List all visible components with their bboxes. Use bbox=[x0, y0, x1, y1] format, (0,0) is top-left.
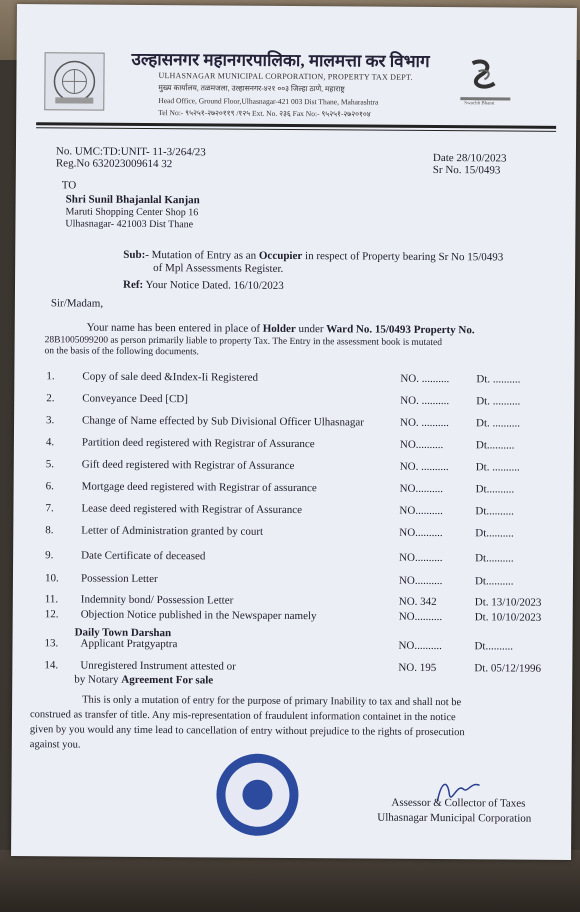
recipient-address-line1: Maruti Shopping Center Shop 16 bbox=[65, 206, 199, 219]
document-date: Dt.......... bbox=[475, 552, 514, 565]
document-date: Dt.......... bbox=[475, 483, 515, 496]
document-number: 12. bbox=[44, 608, 59, 621]
document-number: 1. bbox=[46, 370, 55, 383]
notary-agreement: Agreement For sale bbox=[121, 673, 214, 687]
document-date: Dt. 13/10/2023 bbox=[474, 596, 542, 609]
document-ref-no: NO. .......... bbox=[400, 372, 450, 386]
body-ward: Ward No. 15/0493 bbox=[326, 323, 412, 336]
document-name: Change of Name effected by Sub Divisional Officer Ulhasnagar bbox=[82, 414, 364, 429]
notary-text: by Notary bbox=[74, 673, 119, 686]
document-name: Copy of sale deed &Index-Ii Registered bbox=[82, 370, 259, 384]
document-number: 11. bbox=[44, 593, 59, 606]
right-logo-caption: Swachh Bharat bbox=[464, 101, 495, 107]
document-number: 3. bbox=[46, 414, 55, 427]
document-number: 14. bbox=[44, 659, 59, 672]
document-name: Date Certificate of deceased bbox=[81, 549, 206, 563]
document-number: 4. bbox=[45, 436, 55, 449]
document-number: 6. bbox=[45, 480, 54, 493]
document-date: Dt. 05/12/1996 bbox=[474, 662, 542, 675]
document-name: Mortgage deed registered with Registrar of assurance bbox=[81, 480, 317, 495]
document-date: Dt.......... bbox=[475, 439, 515, 452]
closing-line-3: given by you would any time lead to cancellation of entry without prejudice to the rights of prosecution bbox=[29, 724, 465, 739]
body-property-label: Property No. bbox=[413, 323, 475, 337]
closing-line-4: against you. bbox=[29, 739, 81, 751]
salutation: Sir/Madam, bbox=[50, 297, 104, 310]
official-seal-stamp bbox=[216, 753, 299, 836]
header-address-english: Head Office, Ground Floor,Ulhasnagar-421 003 Dist Thane, Maharashtra bbox=[158, 96, 379, 107]
document-date: Dt. .......... bbox=[476, 373, 521, 386]
header-phone-line: Tel No:- ९५२५१-२७२०११९ /१२५ Ext. No. २३६ Fax No:- ९५२५१-२७२०१०४ bbox=[158, 108, 371, 119]
document-ref-no: NO.......... bbox=[398, 574, 443, 588]
document-number: 2. bbox=[46, 392, 55, 405]
reference-label: Ref: bbox=[122, 278, 144, 291]
closing-line-1: This is only a mutation of entry for the purpose of primary Inability to tax and shall not be bbox=[82, 694, 462, 709]
document-number: 10. bbox=[44, 572, 59, 585]
document-ref-no: NO. 195 bbox=[398, 661, 437, 674]
document-name: Letter of Administration granted by court bbox=[81, 524, 264, 538]
document-number: 5. bbox=[45, 458, 55, 471]
header-title-english: ULHASNAGAR MUNICIPAL CORPORATION, PROPERTY TAX DEPT. bbox=[158, 71, 413, 82]
document-ref-no: NO.......... bbox=[399, 482, 444, 496]
subject-text-1: Mutation of Entry as an bbox=[151, 249, 257, 262]
to-label: TO bbox=[61, 179, 77, 192]
document-name: Gift deed registered with Registrar of Assurance bbox=[81, 458, 295, 473]
recipient-name: Shri Sunil Bhajanlal Kanjan bbox=[65, 193, 200, 207]
header-address-marathi: मुख्य कार्यालय, तळमजला, उल्हासनगर-४२१ ००३ जिल्हा ठाणे, महाराष्ट्र bbox=[158, 83, 345, 94]
document-ref-no: NO.......... bbox=[399, 551, 443, 565]
document-date: Dt. 10/10/2023 bbox=[474, 611, 542, 624]
document-name: Applicant Pratgyaptra bbox=[80, 637, 178, 651]
document-ref-no: NO. .......... bbox=[399, 460, 449, 474]
reference-number: No. UMC:TD:UNIT- 11-3/264/23 bbox=[55, 145, 206, 159]
document-date: Dt.......... bbox=[474, 575, 514, 588]
serial-number: Sr No. 15/0493 bbox=[432, 163, 501, 177]
document-name: Possession Letter bbox=[80, 572, 158, 586]
document-name: Conveyance Deed [CD] bbox=[82, 392, 188, 406]
notice-paper bbox=[11, 4, 577, 860]
document-number: 9. bbox=[45, 549, 54, 562]
subject-occupier: Occupier bbox=[258, 249, 303, 263]
document-ref-no: NO. .......... bbox=[400, 416, 449, 430]
document-number: 8. bbox=[45, 524, 54, 537]
reference-text: Your Notice Dated. 16/10/2023 bbox=[145, 278, 284, 292]
document-number: 7. bbox=[45, 502, 54, 515]
subject-text-2: in respect of Property bearing Sr No 15/0493 bbox=[304, 250, 504, 264]
body-line-2: 28B1005099200 as person primarily liable to property Tax. The Entry in the assessment book is mutated bbox=[44, 335, 443, 349]
document-ref-no: NO.......... bbox=[399, 504, 443, 518]
newspaper-name: Daily Town Darshan bbox=[74, 626, 172, 640]
document-ref-no: NO. 342 bbox=[398, 595, 437, 609]
closing-line-2: construed as transfer of title. Any mis-representation of fraudulent information containet in the notice bbox=[29, 709, 456, 724]
document-date: Dt.......... bbox=[475, 527, 514, 540]
document-date: Dt. .......... bbox=[475, 461, 520, 474]
recipient-address-line2: Ulhasnagar- 421003 Dist Thane bbox=[65, 218, 194, 231]
body-line-3: on the basis of the following documents. bbox=[44, 346, 199, 358]
header-title-marathi: उल्हासनगर महानगरपालिका, मालमत्ता कर विभाग bbox=[131, 49, 430, 71]
document-name: Indemnity bond/ Possession Letter bbox=[80, 593, 234, 607]
document-ref-no: NO. .......... bbox=[400, 394, 450, 408]
document-name: Unregistered Instrument attested or bbox=[80, 659, 236, 673]
document-name: Partition deed registered with Registrar of Assurance bbox=[81, 436, 315, 451]
subject-text-3: of Mpl Assessments Register. bbox=[153, 262, 284, 275]
registration-number: Reg.No 632023009614 32 bbox=[55, 157, 173, 171]
document-name: Lease deed registered with Registrar of Assurance bbox=[81, 502, 303, 517]
document-date: Dt. .......... bbox=[476, 395, 521, 408]
notary-line bbox=[74, 673, 213, 686]
document-ref-no: NO.......... bbox=[399, 438, 444, 452]
reference-line bbox=[123, 279, 284, 292]
notice-date: Date 28/10/2023 bbox=[432, 151, 507, 165]
signatory-organization: Ulhasnagar Municipal Corporation bbox=[377, 811, 532, 825]
body-holder: Holder bbox=[262, 322, 296, 336]
document-date: Dt.......... bbox=[474, 640, 514, 653]
signatory-title: Assessor & Collector of Taxes bbox=[391, 796, 526, 810]
document-ref-no: NO.......... bbox=[399, 526, 443, 540]
body-text-1b: under bbox=[298, 323, 324, 336]
document-ref-no: NO.......... bbox=[398, 610, 443, 624]
body-line-1 bbox=[87, 322, 475, 337]
corporation-emblem-icon bbox=[44, 52, 104, 110]
subject-label: Sub:- bbox=[123, 248, 149, 261]
document-date: Dt. .......... bbox=[476, 417, 521, 430]
document-number: 13. bbox=[44, 637, 59, 650]
document-date: Dt.......... bbox=[475, 505, 514, 518]
document-ref-no: NO.......... bbox=[398, 639, 442, 653]
document-name: Objection Notice published in the Newspaper namely bbox=[80, 608, 317, 623]
body-text-1a: Your name has been entered in place of bbox=[86, 321, 261, 335]
